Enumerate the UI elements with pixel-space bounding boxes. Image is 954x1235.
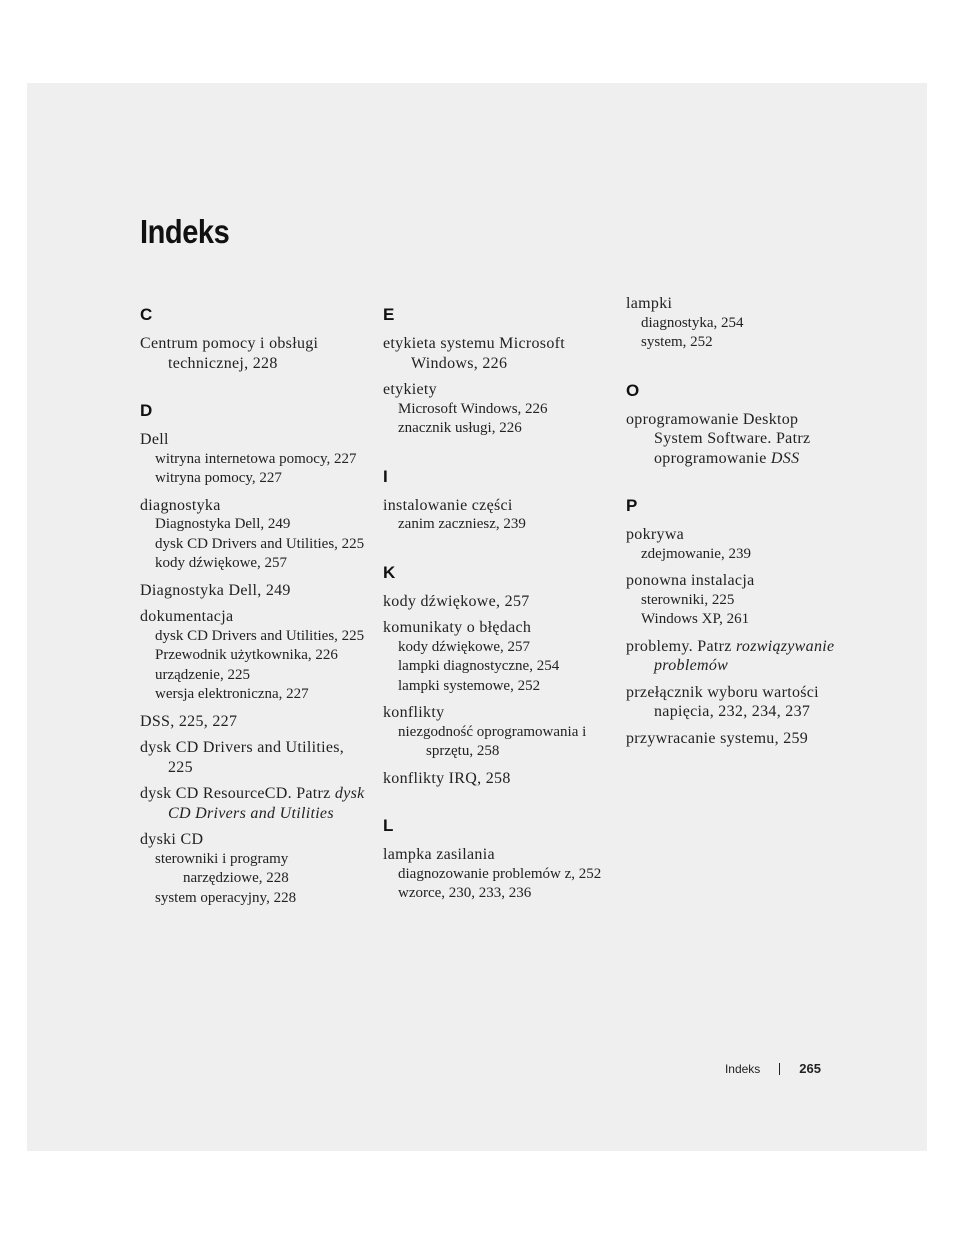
index-subterm: niezgodność oprogramowania i sprzętu, 258 <box>398 723 587 759</box>
index-subterm: witryna pomocy, 227 <box>155 470 282 486</box>
index-subterm: kody dźwiękowe, 257 <box>398 638 531 655</box>
index-term <box>140 581 365 601</box>
index-term-text: etykiety <box>383 381 437 398</box>
index-entry <box>626 729 851 749</box>
index-subterm: sterowniki i programy narzędziowe, 228 <box>155 850 289 886</box>
index-subterm: Microsoft Windows, 226 <box>398 400 548 417</box>
index-entry <box>140 581 365 601</box>
cross-reference: rozwiązywanie problemów <box>654 637 835 674</box>
section-letter: P <box>626 496 638 515</box>
index-term-text: instalowanie części <box>383 496 513 514</box>
index-entry <box>383 496 608 535</box>
index-term-text: DSS, 225, 227 <box>140 712 238 730</box>
index-term-text: kody dźwiękowe, 257 <box>383 592 530 610</box>
index-term <box>626 525 851 545</box>
index-term <box>626 683 851 722</box>
section-letter: O <box>626 380 640 400</box>
index-entry <box>383 592 608 612</box>
index-subterm: lampki diagnostyczne, 254 <box>398 658 560 674</box>
index-term-text: problemy. Patrz <box>626 637 732 655</box>
index-subterm: wzorce, 230, 233, 236 <box>398 885 532 901</box>
index-column-3 <box>626 295 851 776</box>
index-entry <box>383 703 608 762</box>
index-term-text: dysk CD Drivers and Utilities, 225 <box>140 739 345 776</box>
index-subterm: urządzenie, 225 <box>155 666 250 683</box>
index-term-text: dysk CD ResourceCD. Patrz <box>140 785 331 802</box>
index-subterm: diagnozowanie problemów z, 252 <box>398 865 602 882</box>
index-subterm: witryna internetowa pomocy, 227 <box>155 450 357 467</box>
index-subterm: dysk CD Drivers and Utilities, 225 <box>155 535 365 552</box>
index-term <box>383 769 608 789</box>
index-subterm: system, 252 <box>641 334 713 350</box>
index-entry <box>383 845 608 904</box>
index-subterm: diagnostyka, 254 <box>641 314 744 331</box>
index-term-text: oprogramowanie Desktop System Software. Patrz oprogramowanie <box>626 410 811 467</box>
index-subterm: sterowniki, 225 <box>641 591 735 608</box>
index-term <box>626 410 851 469</box>
index-term-text: komunikaty o błędach <box>383 619 532 636</box>
section-letter: E <box>383 305 395 324</box>
index-section <box>383 563 608 789</box>
index-term <box>140 784 365 823</box>
index-term-text: diagnostyka <box>140 496 221 514</box>
page-footer <box>725 1061 821 1076</box>
index-subterm: znacznik usługi, 226 <box>398 420 522 436</box>
page-number: 265 <box>799 1061 821 1076</box>
index-entry <box>626 683 851 722</box>
index-subterm: system operacyjny, 228 <box>155 889 297 906</box>
index-term-text: Diagnostyka Dell, 249 <box>140 581 291 599</box>
index-term <box>626 637 851 676</box>
index-term <box>383 845 608 865</box>
index-term-text: etykieta systemu Microsoft Windows, 226 <box>383 335 565 372</box>
index-subterm: zanim zaczniesz, 239 <box>398 516 526 532</box>
index-term <box>140 738 365 777</box>
index-section <box>140 401 365 908</box>
index-subterm: kody dźwiękowe, 257 <box>155 555 288 571</box>
index-term-text: dokumentacja <box>140 608 234 625</box>
index-section <box>626 381 851 469</box>
index-entry <box>626 410 851 469</box>
index-entry <box>626 294 851 353</box>
index-section <box>383 816 608 904</box>
index-entry <box>626 571 851 630</box>
index-entry <box>140 334 365 373</box>
index-subterm: dysk CD Drivers and Utilities, 225 <box>155 627 365 644</box>
index-entry <box>140 430 365 489</box>
index-term <box>140 334 365 373</box>
index-subterm: lampki systemowe, 252 <box>398 677 541 694</box>
index-term <box>140 430 365 450</box>
index-column-1 <box>140 305 365 936</box>
section-letter: D <box>140 401 153 420</box>
index-term <box>626 294 851 314</box>
section-letter: C <box>140 305 153 324</box>
index-entry <box>140 830 365 908</box>
cross-reference: dysk CD Drivers and Utilities <box>168 785 365 822</box>
index-section <box>626 496 851 748</box>
index-entry <box>383 334 608 373</box>
section-letter: K <box>383 562 396 582</box>
index-column-2 <box>383 305 608 932</box>
footer-separator <box>779 1063 780 1075</box>
index-term <box>383 703 608 723</box>
section-letter: L <box>383 816 394 835</box>
index-subterm: wersja elektroniczna, 227 <box>155 686 309 702</box>
index-term <box>383 334 608 373</box>
index-term <box>383 618 608 638</box>
footer-section-name: Indeks <box>724 1061 761 1076</box>
index-entry <box>140 738 365 777</box>
index-term-text: konflikty IRQ, 258 <box>383 769 511 787</box>
index-term <box>140 496 365 516</box>
index-term-text: ponowna instalacja <box>626 572 755 589</box>
index-entry <box>626 637 851 676</box>
index-term-text: przywracanie systemu, 259 <box>626 729 809 747</box>
index-term <box>140 607 365 627</box>
index-term <box>626 571 851 591</box>
index-section <box>383 467 608 535</box>
index-entry <box>383 769 608 789</box>
index-entry <box>626 525 851 564</box>
index-subterm: Windows XP, 261 <box>641 611 750 627</box>
index-term-text: Dell <box>140 431 169 448</box>
index-entry <box>383 618 608 696</box>
index-subterm: Diagnostyka Dell, 249 <box>155 516 291 532</box>
index-subterm: Przewodnik użytkownika, 226 <box>155 647 338 663</box>
index-section <box>140 305 365 373</box>
index-entry <box>140 784 365 823</box>
index-entry <box>140 607 365 705</box>
page-title: Indeks <box>140 213 230 250</box>
index-subterm: zdejmowanie, 239 <box>641 545 751 562</box>
index-term-text: pokrywa <box>626 526 685 543</box>
index-page <box>27 83 927 1151</box>
index-term <box>383 496 608 516</box>
cross-reference: DSS <box>770 449 800 467</box>
index-term-text: dyski CD <box>140 831 204 848</box>
index-term <box>140 830 365 850</box>
index-term-text: Centrum pomocy i obsługi technicznej, 228 <box>140 335 319 372</box>
index-section <box>626 294 851 353</box>
index-term <box>383 592 608 612</box>
index-term <box>383 380 608 400</box>
index-term-text: przełącznik wyboru wartości napięcia, 232, 234, 237 <box>626 683 819 720</box>
index-term <box>140 712 365 732</box>
index-entry <box>140 496 365 574</box>
index-term-text: lampki <box>626 295 673 312</box>
section-letter: I <box>383 466 388 486</box>
index-term-text: lampka zasilania <box>383 846 495 863</box>
index-term-text: konflikty <box>383 704 445 721</box>
index-entry <box>140 712 365 732</box>
index-section <box>383 305 608 439</box>
index-term <box>626 729 851 749</box>
index-entry <box>383 380 608 439</box>
